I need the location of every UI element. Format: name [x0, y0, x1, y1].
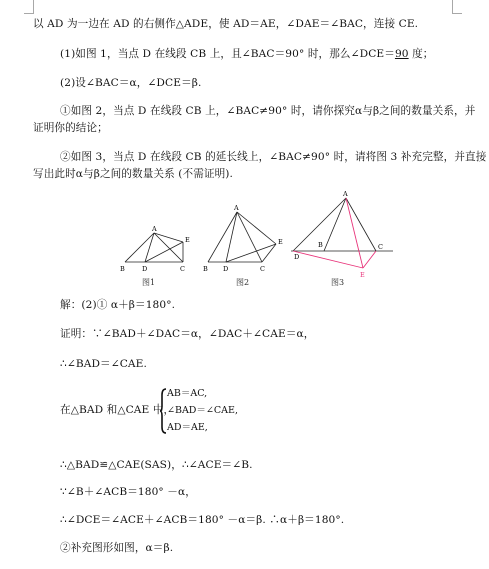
figure-3-caption: 图3 — [331, 278, 345, 287]
part-2-1-question-cont: 证明你的结论； — [33, 122, 108, 134]
proof-line-2: ∴∠BAD＝∠CAE. — [60, 358, 147, 370]
part-2-2-answer: ②补充图形如图，α＝β. — [60, 542, 174, 554]
proof-line-4: ∴△BAD≌△CAE(SAS)，∴∠ACE＝∠B. — [60, 459, 253, 471]
problem-text-line-1: 以 AD 为一边在 AD 的右侧作△ADE，使 AD＝AE，∠DAE＝∠BAC，连接 CE. — [33, 18, 419, 30]
fig1-label-e: E — [185, 236, 190, 244]
fig3-label-b: B — [318, 241, 323, 249]
fig2-label-d: D — [223, 265, 229, 273]
proof-line-3: 在△BAD 和△CAE 中， — [60, 404, 175, 416]
proof-line-6: ∴∠DCE＝∠ACE＋∠ACB＝180° －α＝β. ∴α＋β＝180°. — [60, 514, 345, 526]
answer-90: 90 — [394, 48, 409, 60]
fig2-label-b: B — [203, 265, 208, 273]
fig2-label-e: E — [278, 238, 283, 246]
fig3-label-c: C — [378, 243, 383, 251]
part-2-2-question-cont: 写出此时α与β之间的数量关系 (不需证明). — [33, 168, 233, 180]
condition-ab-ac: AB＝AC, — [167, 388, 208, 399]
figure-1-caption: 图1 — [142, 278, 156, 287]
condition-ad-ae: AD＝AE, — [167, 422, 208, 433]
figure-2-caption: 图2 — [236, 278, 250, 287]
fig2-label-a: A — [234, 204, 239, 212]
figure-1 — [115, 220, 200, 280]
fig2-label-c: C — [260, 265, 265, 273]
part-1-question: (1)如图 1，当点 D 在线段 CB 上，且∠BAC＝90° 时，那么∠DCE＝90 度； — [60, 48, 434, 60]
fig3-label-a: A — [343, 190, 348, 198]
page-corner-mark-left — [24, 0, 34, 14]
fig3-label-d: D — [294, 253, 300, 261]
proof-line-1: 证明：∵∠BAD＋∠DAC＝α，∠DAC＋∠CAE＝α， — [60, 328, 315, 340]
part-2-1-question: ①如图 2，当点 D 在线段 CB 上，∠BAC≠90° 时，请你探究α与β之间的数量关系，并 — [60, 105, 476, 117]
solution-answer: 解：(2)① α＋β＝180°. — [60, 299, 176, 311]
fig1-label-a: A — [152, 225, 157, 233]
congruence-conditions — [160, 387, 280, 435]
condition-angle-bad-cae: ∠BAD＝∠CAE, — [167, 405, 238, 416]
part-2-2-question: ②如图 3，当点 D 在线段 CB 的延长线上，∠BAC≠90° 时，请将图 3 补充完整，并直接 — [60, 151, 487, 163]
figure-2 — [198, 200, 293, 280]
fig1-label-d: D — [142, 265, 148, 273]
fig3-label-e: E — [360, 271, 365, 279]
proof-line-5: ∵∠B＋∠ACB＝180° －α， — [60, 486, 196, 498]
part-2-setup: (2)设∠BAC＝α，∠DCE＝β. — [60, 77, 202, 89]
page-corner-mark-right — [452, 0, 462, 14]
figure-3 — [288, 188, 398, 280]
fig1-label-c: C — [180, 265, 185, 273]
fig1-label-b: B — [120, 265, 125, 273]
